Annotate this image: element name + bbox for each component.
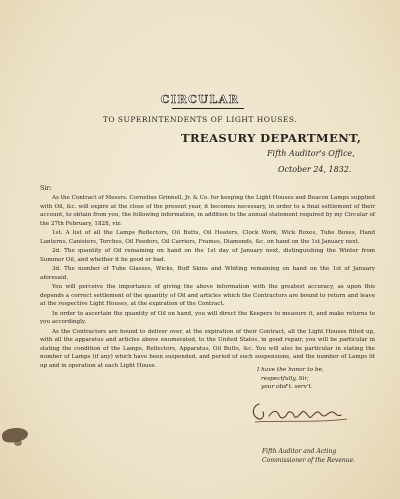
signatory-title: [262, 447, 355, 465]
letter-body: [40, 194, 375, 371]
date-line: October 24, 1832.: [278, 165, 352, 174]
closing-line: your obd't. serv't.: [261, 384, 313, 390]
paragraph: In order to ascertain the quantity of Oil on hand, you will direct the Keepers to measure it, and make returns to you accordingly.: [40, 310, 375, 325]
office-line: Fifth Auditor's Office,: [267, 149, 355, 158]
paragraph: As the Contractors are bound to deliver over, at the expiration of their Contract, all the Light Houses fitted up, with all the apparatus and articles above enumerated, to the United States, in good repair, you will be particular in stating the condition of the Lamps, Reflectors, Apparatus, Oil Butts, &c. You will also be particular in stating the number of Lamps (if any) which have been suspended, and period of such suspensions, and the number of Lamps lit up and in operation at each Light House.: [40, 328, 375, 369]
signatory-line: Fifth Auditor and Acting: [262, 448, 337, 455]
paragraph: You will perceive the importance of giving the above information with the greatest accuracy, as upon this depends a correct settlement of the quantity of Oil and articles which the Contractors are bound to return and leave at the respective Light Houses, at the expiration of the Contract.: [40, 284, 375, 307]
title-underline: [172, 108, 244, 109]
paragraph: As the Contract of Messrs. Cornelius Grinnell, Jr. & Co. for keeping the Light Houses and Beacon Lamps supplied with Oil, &c. will expire at the close of the present year, it becomes necessary, in order to a final settlement of their account, to obtain from you, the following information, in addition to the annual statement required by my Circular of the 27th February, 1828, viz:: [40, 195, 375, 227]
department-heading: TREASURY DEPARTMENT,: [181, 131, 362, 145]
paragraph: 1st. A list of all the Lamps Reflectors, Oil Butts, Oil Heaters, Clock Work, Wick Boxes, Tube Boxes, Hand Lanterns, Canisters, Torches, Oil Feeders, Oil Carriers, Frames, Diamonds, &c. on hand on the 1st January next.: [40, 230, 375, 245]
closing-line: respectfully, Sir,: [261, 375, 309, 382]
paragraph: 3d. The number of Tube Glasses, Wicks, Buff Skins and Whiting remaining on hand on the 1st of January aforesaid.: [40, 266, 375, 281]
circular-title: CIRCULAR: [160, 93, 240, 106]
handwritten-signature: [247, 396, 357, 428]
closing-block: [257, 366, 324, 392]
ink-spot: [14, 440, 22, 446]
closing-line: I have the honor to be,: [257, 367, 324, 373]
circular-subtitle: TO SUPERINTENDENTS OF LIGHT HOUSES.: [102, 115, 298, 124]
signatory-line: Commissioner of the Revenue.: [262, 457, 356, 464]
salutation: Sir:: [40, 184, 52, 192]
paragraph: 2d. The quantity of Oil remaining on hand on the 1st day of January next, distinguishing the Winter from Summer Oil, and whether it be good or bad.: [40, 248, 375, 263]
